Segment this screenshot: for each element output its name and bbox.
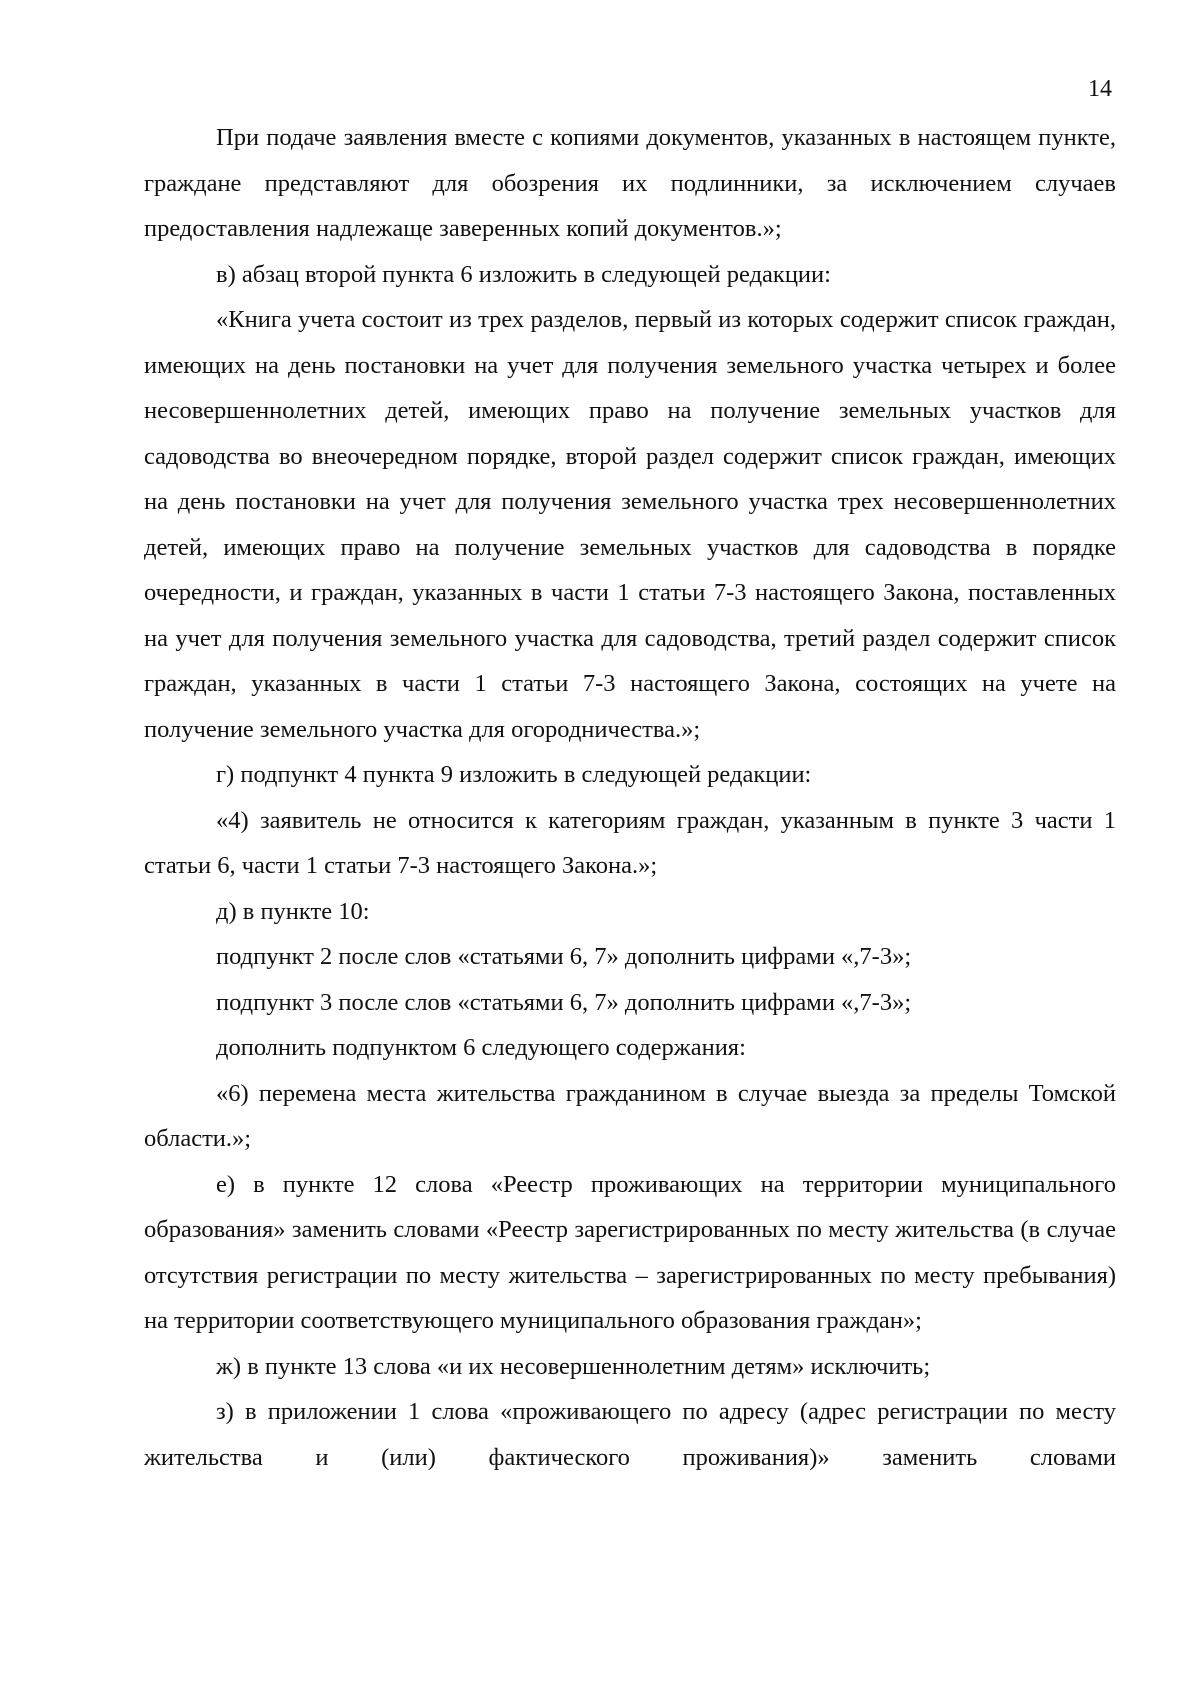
paragraph-subitem-6-text: «6) перемена места жительства гражданином в случае выезда за пределы Томской области.»; xyxy=(144,1079,1116,1152)
document-body xyxy=(144,115,1116,1480)
paragraph-item-g: г) подпункт 4 пункта 9 изложить в следующей редакции: xyxy=(216,761,812,788)
page-number: 14 xyxy=(1088,76,1112,102)
paragraph-submission-originals: При подаче заявления вместе с копиями документов, указанных в настоящем пункте, граждане представляют для обозрения их подлинники, за исключением случаев предоставления надлежаще заверенных копий документов.»; xyxy=(144,124,1116,242)
paragraph-subitem-4: «4) заявитель не относится к категориям граждан, указанным в пункте 3 части 1 статьи 6, части 1 статьи 7-3 настоящего Закона.»; xyxy=(144,806,1116,879)
paragraph-subitem-3-amend: подпункт 3 после слов «статьями 6, 7» дополнить цифрами «,7-3»; xyxy=(216,988,912,1016)
paragraph-item-zh: ж) в пункте 13 слова «и их несовершеннолетним детям» исключить; xyxy=(216,1352,931,1380)
paragraph-subitem-2-amend: подпункт 2 после слов «статьями 6, 7» дополнить цифрами «,7-3»; xyxy=(216,943,912,970)
paragraph-item-v: в) абзац второй пункта 6 изложить в следующей редакции: xyxy=(216,260,831,288)
paragraph-item-d: д) в пункте 10: xyxy=(216,897,370,925)
paragraph-add-subitem-6: дополнить подпунктом 6 следующего содержания: xyxy=(216,1034,746,1061)
paragraph-item-z: з) в приложении 1 слова «проживающего по адресу (адрес регистрации по месту жительства и (или) фактического проживания)» заменить словами xyxy=(144,1398,1116,1471)
paragraph-registry-book: «Книга учета состоит из трех разделов, первый из которых содержит список граждан, имеющих на день постановки на учет для получения земельного участка четырех и более несовершеннолетних детей, имеющих право на получение земельных участков для садоводства во внеочередном порядке, второй раздел содержит список граждан, имеющих на день постановки на учет для получения земельного участка трех несовершеннолетних детей, имеющих право на получение земельных участков для садоводства в порядке очередности, и граждан, указанных в части 1 статьи 7-3 настоящего Закона, поставленных на учет для получения земельного участка для садоводства, третий раздел содержит список граждан, указанных в части 1 статьи 7-3 настоящего Закона, состоящих на учете на получение земельного участка для огородничества.»; xyxy=(144,306,1116,743)
paragraph-item-e: е) в пункте 12 слова «Реестр проживающих на территории муниципального образования» заменить словами «Реестр зарегистрированных по месту жительства (в случае отсутствия регистрации по месту жительства – зарегистрированных по месту пребывания) на территории соответствующего муниципального образования граждан»; xyxy=(144,1170,1116,1334)
